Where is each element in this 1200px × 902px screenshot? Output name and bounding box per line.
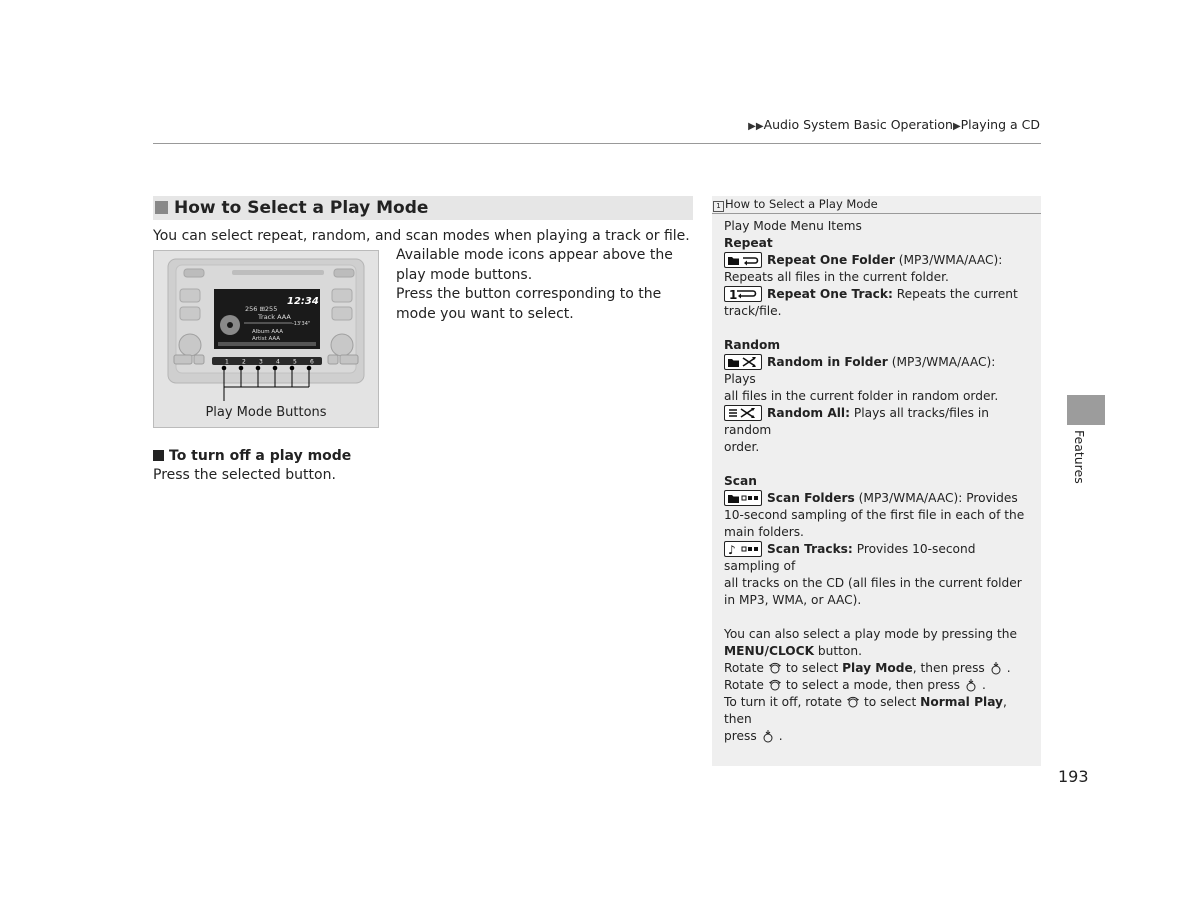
scan-tracks-icon: [724, 541, 762, 557]
screen-album: Album AAA: [252, 329, 283, 335]
svg-text:♪: ♪: [728, 543, 736, 556]
menu-items-label: Play Mode Menu Items: [724, 219, 862, 233]
sidebar-title-text[interactable]: How to Select a Play Mode: [725, 197, 878, 211]
play-mode-button-2[interactable]: 2: [242, 358, 246, 366]
turn-off-instruction-end: press .: [724, 729, 783, 743]
random-all-desc: order.: [724, 440, 760, 454]
repeat-track-desc: track/file.: [724, 304, 782, 318]
play-mode-button-4[interactable]: 4: [276, 358, 280, 366]
random-folder-desc: all files in the current folder in random order.: [724, 389, 999, 403]
repeat-folder-item: Repeat One Folder (MP3/WMA/AAC):: [724, 252, 1029, 269]
rotate-knob-icon: [846, 695, 860, 709]
repeat-folder-icon: [724, 252, 762, 268]
sidebar-body: [712, 214, 1041, 745]
square-bullet-icon: [153, 450, 164, 461]
screen-clock: 12:34: [287, 296, 319, 307]
rotate-knob-icon: [768, 678, 782, 692]
play-mode-button-3[interactable]: 3: [259, 358, 263, 366]
description-line: Available mode icons appear above the play mode buttons.: [396, 247, 673, 283]
press-knob-icon: [989, 661, 1003, 675]
random-folder-icon: [724, 354, 762, 370]
play-mode-button-5[interactable]: 5: [293, 358, 297, 366]
section-heading: [153, 196, 693, 220]
breadcrumb-item[interactable]: Playing a CD: [960, 117, 1040, 132]
repeat-folder-desc: Repeats all files in the current folder.: [724, 270, 949, 284]
turn-off-instruction: To turn it off, rotate to select Normal Play, then: [724, 695, 1007, 726]
subsection-heading: [153, 448, 351, 464]
breadcrumb-arrow-icon: ▶: [952, 121, 961, 132]
random-all-item: Random All: Plays all tracks/files in random: [724, 406, 989, 437]
audio-unit-figure: [153, 250, 379, 428]
sidebar-note: [712, 196, 1041, 766]
intro-text: You can select repeat, random, and scan modes when playing a track or file.: [153, 228, 690, 244]
header-divider: [153, 143, 1041, 144]
reference-icon: 1: [713, 201, 724, 212]
repeat-track-icon: [724, 286, 762, 302]
repeat-track-item: 1 Repeat One Track: Repeats the current: [724, 286, 1029, 303]
screen-elapsed: -13'34": [292, 321, 311, 327]
rotate-instruction-1: Rotate to select Play Mode, then press .: [724, 661, 1011, 675]
chapter-tab[interactable]: [1067, 395, 1105, 425]
square-bullet-icon: [155, 201, 168, 214]
breadcrumb-arrow-icon: ▶▶: [748, 121, 764, 132]
scan-tracks-desc: all tracks on the CD (all files in the current folder in MP3, WMA, or AAC).: [724, 576, 1022, 607]
screen-track-name: Track AAA: [258, 313, 291, 321]
random-heading: Random: [724, 338, 781, 352]
screen-folder-track: 256 ⊞255: [245, 305, 278, 313]
scan-tracks-item: ♪ Scan Tracks: Provides 10-second sampling of: [724, 542, 976, 573]
press-knob-icon: [964, 678, 978, 692]
subsection-body: Press the selected button.: [153, 467, 336, 483]
scan-folders-desc: 10-second sampling of the first file in each of the main folders.: [724, 508, 1025, 539]
random-all-icon: [724, 405, 762, 421]
breadcrumb: [748, 117, 1040, 132]
scan-heading: Scan: [724, 474, 757, 488]
rotate-instruction-2: Rotate to select a mode, then press .: [724, 678, 986, 692]
svg-text:1: 1: [729, 288, 738, 301]
sidebar-title: [712, 196, 1041, 214]
scan-folders-icon: [724, 490, 762, 506]
audio-unit-illustration: [154, 251, 378, 401]
rotate-knob-icon: [768, 661, 782, 675]
scan-folders-item: Scan Folders (MP3/WMA/AAC): Provides: [724, 490, 1029, 507]
breadcrumb-item[interactable]: Audio System Basic Operation: [763, 117, 953, 132]
section-title: How to Select a Play Mode: [174, 198, 429, 218]
play-mode-button-1[interactable]: 1: [225, 358, 229, 366]
alt-method-text: You can also select a play mode by pressing the: [724, 627, 1017, 641]
chapter-tab-label[interactable]: Features: [1072, 430, 1087, 484]
description-text: [396, 246, 693, 324]
press-knob-icon: [761, 729, 775, 743]
description-line: Press the button corresponding to the mode you want to select.: [396, 286, 662, 322]
page-number: 193: [1058, 767, 1089, 786]
repeat-heading: Repeat: [724, 236, 773, 250]
screen-artist: Artist AAA: [252, 336, 281, 342]
play-mode-button-6[interactable]: 6: [310, 358, 314, 366]
subsection-title: To turn off a play mode: [169, 448, 352, 464]
alt-method-button: MENU/CLOCK button.: [724, 644, 862, 658]
figure-caption: Play Mode Buttons: [205, 405, 327, 420]
random-folder-item: Random in Folder (MP3/WMA/AAC): Plays: [724, 355, 996, 386]
